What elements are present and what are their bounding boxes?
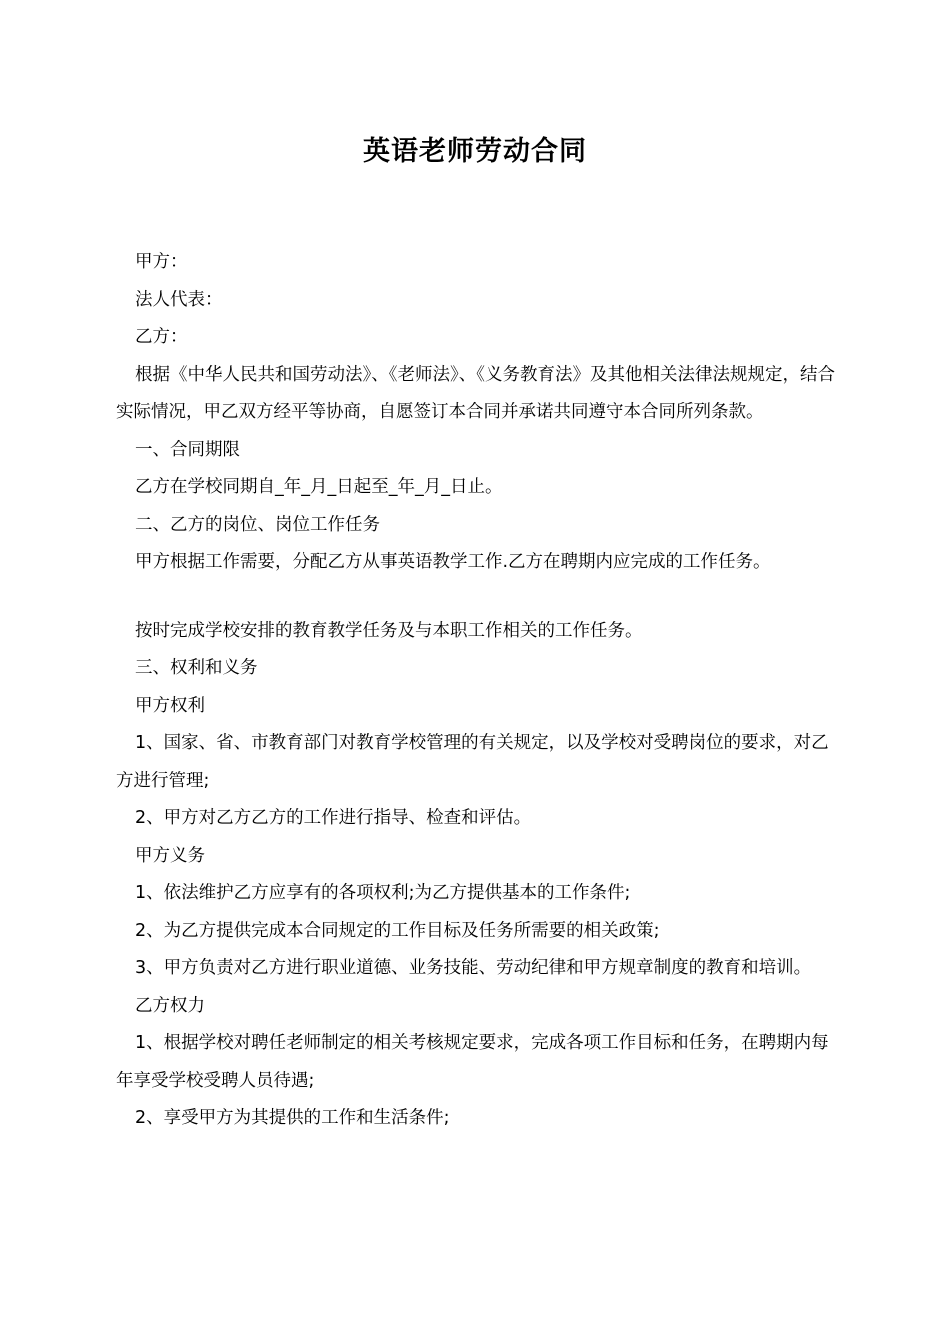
subheading: 甲方义务	[135, 845, 205, 866]
list-item: 2、甲方对乙方乙方的工作进行指导、检查和评估。	[135, 808, 532, 828]
section-heading: 三、权利和义务	[135, 658, 258, 678]
paragraph: 乙方：	[135, 327, 188, 347]
section-heading: 一、合同期限	[135, 439, 240, 460]
list-item: 1、国家、省、市教育部门对教育学校管理的有关规定，以及学校对受聘岗位的要求，对乙方进行管理;	[116, 733, 829, 791]
subheading: 甲方权利	[135, 695, 205, 716]
document-title: 英语老师劳动合同	[363, 136, 587, 167]
list-item: 1、依法维护乙方应享有的各项权利;为乙方提供基本的工作条件;	[135, 883, 631, 903]
paragraph: 按时完成学校安排的教育教学任务及与本职工作相关的工作任务。	[135, 620, 643, 641]
document-body	[116, 244, 846, 1138]
list-item: 2、为乙方提供完成本合同规定的工作目标及任务所需要的相关政策;	[135, 920, 660, 941]
paragraph: 甲方：	[135, 252, 188, 272]
paragraph: 根据《中华人民共和国劳动法》、《老师法》、《义务教育法》及其他相关法律法规规定，结合实际情况，甲乙双方经平等协商，自愿签订本合同并承诺共同遵守本合同所列条款。	[116, 364, 835, 422]
subheading: 乙方权力	[135, 995, 205, 1016]
paragraph: 法人代表：	[135, 289, 223, 310]
paragraph: 乙方在学校同期自_年_月_日起至_年_月_日止。	[135, 477, 503, 497]
section-heading: 二、乙方的岗位、岗位工作任务	[135, 514, 380, 535]
list-item: 2、享受甲方为其提供的工作和生活条件;	[135, 1108, 450, 1128]
paragraph: 甲方根据工作需要，分配乙方从事英语教学工作.乙方在聘期内应完成的工作任务。	[135, 552, 771, 572]
paragraph-gap	[116, 582, 846, 613]
list-item: 1、根据学校对聘任老师制定的相关考核规定要求，完成各项工作目标和任务，在聘期内每年享受学校受聘人员待遇;	[116, 1033, 829, 1091]
list-item: 3、甲方负责对乙方进行职业道德、业务技能、劳动纪律和甲方规章制度的教育和培训。	[135, 958, 812, 978]
